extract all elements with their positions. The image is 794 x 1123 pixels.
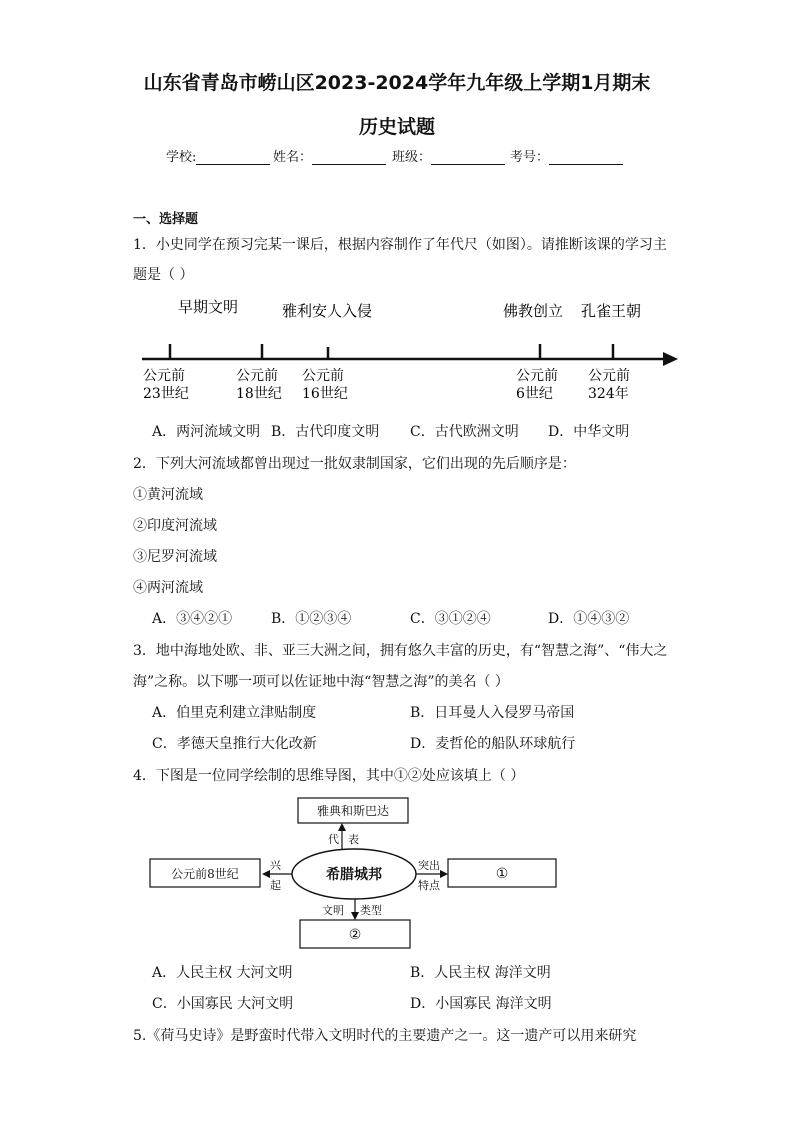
q4-option-a[interactable]: A．人民主权 大河文明	[152, 965, 293, 981]
tick-label: 23世纪	[143, 386, 189, 402]
box-text: 雅典和斯巴达	[316, 804, 390, 818]
tick-label: 18世纪	[236, 386, 282, 402]
q1-stem-line1: 1．小史同学在预习完某一课后，根据内容制作了年代尺（如图）。请推断该课的学习主	[133, 237, 667, 253]
exam-title-line1: 山东省青岛市崂山区2023-2024学年九年级上学期1月期末	[143, 72, 651, 94]
info-class: 班级：	[392, 146, 505, 165]
arrow-label: 突出	[418, 859, 440, 872]
q2-item: ②印度河流域	[133, 518, 217, 534]
q3-option-d[interactable]: D．麦哲伦的船队环球航行	[410, 736, 576, 752]
q1-option-b[interactable]: B．古代印度文明	[271, 424, 380, 440]
q5-stem: 5.《荷马史诗》是野蛮时代带入文明时代的主要遗产之一。这一遗产可以用来研究	[133, 1028, 637, 1044]
arrow-label: 兴	[270, 859, 281, 872]
tick-label: 324年	[588, 386, 629, 402]
q3-stem-line2: 海”之称。以下哪一项可以佐证地中海“智慧之海”的美名（ ）	[133, 674, 509, 690]
q1-option-c[interactable]: C．古代欧洲文明	[410, 424, 519, 440]
q4-option-d[interactable]: D．小国寡民 海洋文明	[410, 996, 552, 1012]
q1-stem-line2: 题是（ ）	[133, 267, 194, 283]
q2-stem: 2．下列大河流域都曾出现过一批奴隶制国家，它们出现的先后顺序是：	[133, 456, 576, 472]
arrowhead	[440, 870, 448, 878]
q2-item: ④两河流域	[133, 580, 203, 596]
center-text: 希腊城邦	[326, 867, 382, 883]
arrowhead	[351, 912, 359, 920]
tick-label: 公元前	[236, 368, 278, 384]
q3-option-c[interactable]: C．孝德天皇推行大化改新	[152, 736, 317, 752]
q1-timeline	[130, 292, 690, 408]
tick-label: 公元前	[516, 368, 558, 384]
arrow-label: 表	[348, 833, 359, 846]
q2-item: ①黄河流域	[133, 487, 203, 503]
exam-title-line2: 历史试题	[358, 116, 435, 138]
info-number: 考号：	[510, 146, 623, 165]
q4-mind-map	[130, 792, 570, 952]
q1-option-a[interactable]: A．两河流域文明	[152, 424, 261, 440]
event-label: 孔雀王朝	[581, 302, 642, 320]
class-blank[interactable]	[431, 151, 505, 165]
school-blank[interactable]	[196, 151, 270, 165]
box-text: ①	[495, 866, 509, 882]
info-name: 姓名：	[273, 146, 386, 165]
arrow-label: 代	[328, 833, 339, 846]
tick-label: 公元前	[588, 368, 630, 384]
event-label: 佛教创立	[503, 302, 564, 320]
q1-option-d[interactable]: D．中华文明	[548, 424, 630, 440]
arrow-label: 文明	[322, 904, 344, 917]
arrow-label: 特点	[418, 879, 440, 892]
box-text: ②	[348, 927, 362, 943]
arrowhead	[338, 823, 346, 831]
q4-option-b[interactable]: B．人民主权 海洋文明	[410, 965, 551, 981]
timeline-arrowhead	[663, 352, 678, 366]
tick-label: 公元前	[143, 368, 185, 384]
info-school: 学校:	[166, 146, 270, 165]
q2-option-b[interactable]: B．①②③④	[271, 611, 352, 627]
q2-option-a[interactable]: A．③④②①	[152, 611, 233, 627]
name-blank[interactable]	[312, 151, 386, 165]
tick-label: 6世纪	[516, 386, 553, 402]
arrow-label: 类型	[360, 904, 382, 917]
q4-option-c[interactable]: C．小国寡民 大河文明	[152, 996, 294, 1012]
q3-option-b[interactable]: B．日耳曼人入侵罗马帝国	[410, 705, 575, 721]
q3-option-a[interactable]: A．伯里克利建立津贴制度	[152, 705, 317, 721]
number-blank[interactable]	[549, 151, 623, 165]
section-heading: 一、选择题	[133, 212, 199, 227]
event-label: 雅利安人入侵	[282, 302, 373, 320]
event-label: 早期文明	[178, 298, 239, 316]
arrow-label: 起	[270, 879, 281, 892]
tick-label: 公元前	[302, 368, 344, 384]
tick-label: 16世纪	[302, 386, 348, 402]
arrowhead	[262, 870, 270, 878]
q2-option-c[interactable]: C．③①②④	[410, 611, 491, 627]
q3-stem-line1: 3．地中海地处欧、非、亚三大洲之间，拥有悠久丰富的历史，有“智慧之海”、“伟大之	[133, 643, 668, 659]
q2-item: ③尼罗河流域	[133, 549, 217, 565]
box-text: 公元前8世纪	[171, 867, 239, 881]
q4-stem: 4．下图是一位同学绘制的思维导图，其中①②处应该填上（ ）	[133, 768, 525, 784]
q2-option-d[interactable]: D．①④③②	[548, 611, 630, 627]
